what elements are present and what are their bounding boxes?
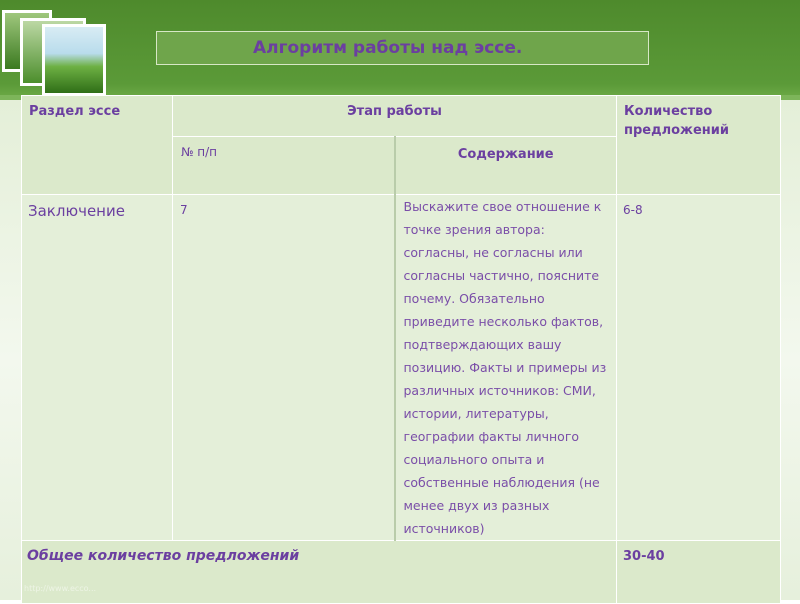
count-cell [617, 195, 781, 541]
total-value: 30-40 [623, 549, 665, 564]
header-section: Раздел эссе [29, 104, 121, 119]
header-content-cell [395, 137, 617, 195]
header-number-cell [173, 137, 395, 195]
header-number: № п/п [181, 145, 218, 159]
header-content: Содержание [457, 147, 554, 162]
header-count-cell [617, 96, 781, 195]
total-label-cell [22, 541, 617, 604]
essay-table [21, 95, 781, 564]
row-content: Выскажите свое отношение к точке зрения автора: согласны, не согласны или согласны частично, поясните почему. Обязательно приведите несколько фактов, подтверждающих вашу позицию. Факты и примеры из различных источников: СМИ, истории, литературы, географии факты личного социального опыта и собственные наблюдения (не менее двух из разных источников) [403, 199, 607, 536]
row-count: 6-8 [623, 203, 643, 217]
header-stage: Этап работы [347, 104, 442, 119]
grass-photo [42, 24, 106, 96]
section-cell [22, 195, 173, 541]
slide-title: Алгоритм работы над эссе. [253, 38, 523, 58]
content-cell [395, 195, 617, 541]
number-cell [173, 195, 395, 541]
total-value-cell [617, 541, 781, 604]
header-count: Количество предложений [624, 104, 730, 138]
watermark: http://www.ecco... [24, 584, 97, 593]
total-row [22, 541, 781, 604]
header-stage-cell [173, 96, 617, 137]
header-section-cell [22, 96, 173, 195]
row-number: 7 [180, 203, 188, 217]
total-label: Общее количество предложений [27, 548, 300, 564]
table-row [22, 195, 781, 541]
row-section: Заключение [28, 202, 125, 220]
title-box [156, 31, 649, 65]
